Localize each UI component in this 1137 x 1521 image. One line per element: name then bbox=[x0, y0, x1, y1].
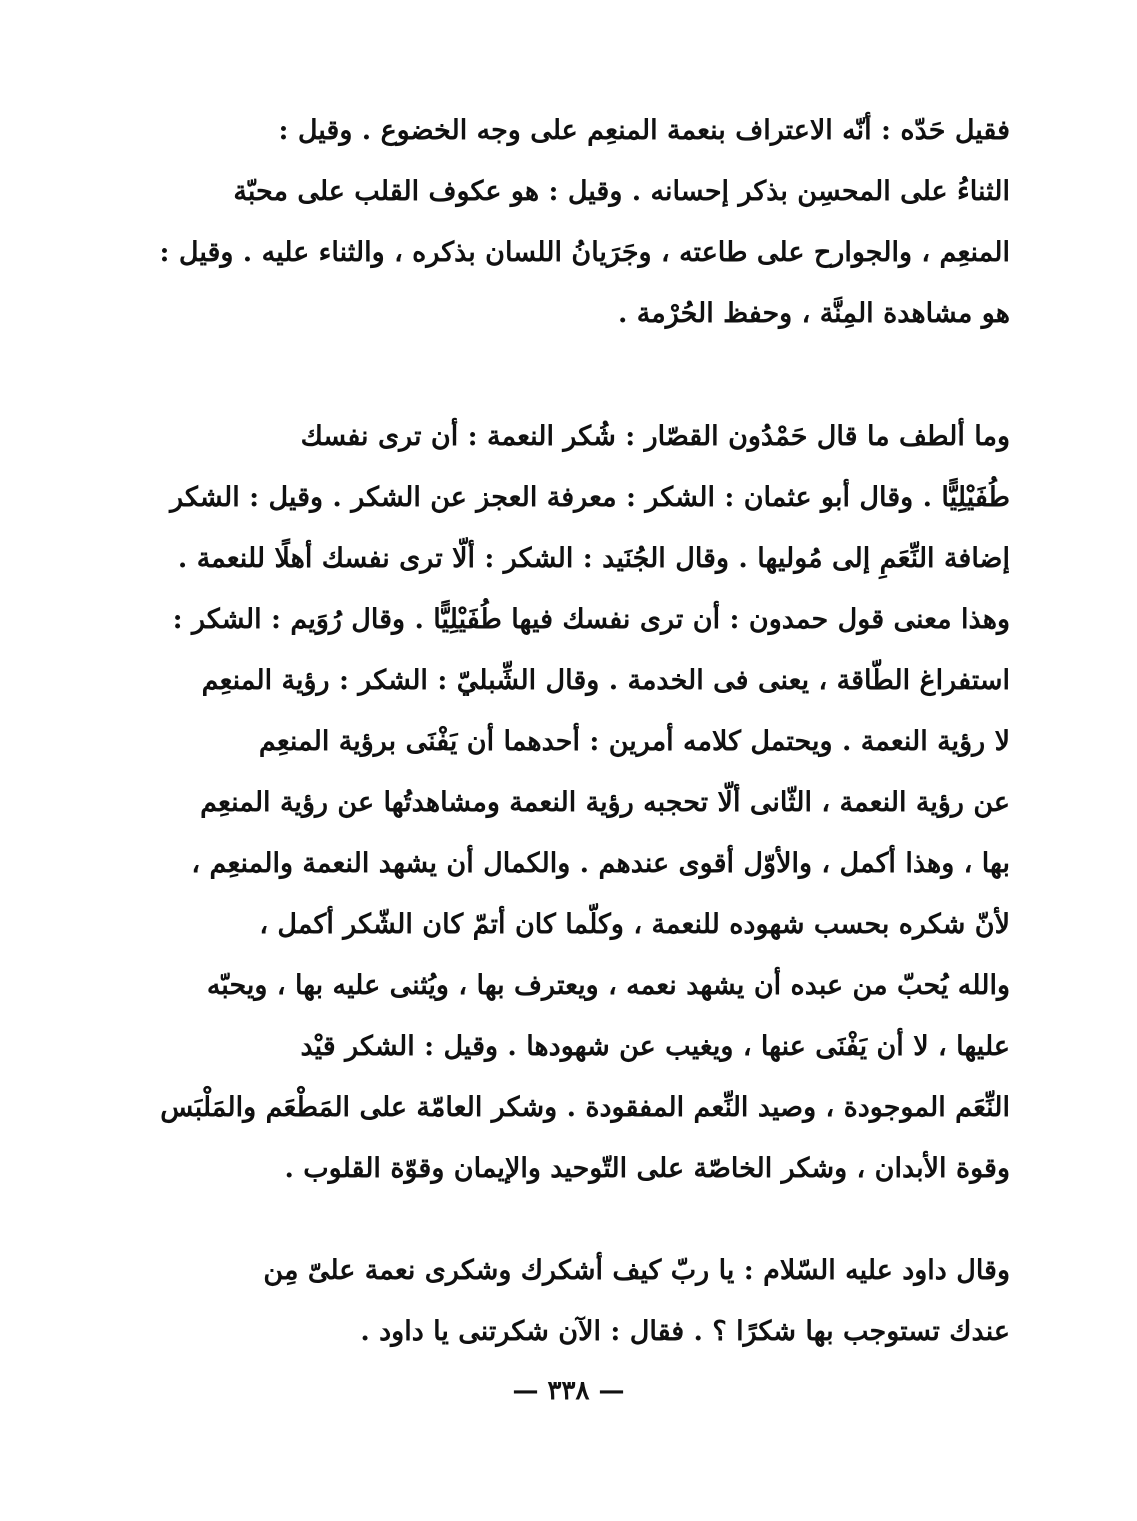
page-number: — ٣٣٨ — bbox=[512, 1376, 625, 1406]
paragraph-text: وقال داود عليه السّلام : يا ربّ كيف أشكرك وشكرى نعمة علىّ مِن عندك تستوجب بها شكرًا ؟ . فقال : الآن شكرتنى يا داود . bbox=[263, 1255, 1010, 1347]
paragraph-dawud-saying bbox=[150, 1240, 1010, 1362]
paragraph-text: وما ألطف ما قال حَمْدُون القصّار : شُكر النعمة : أن ترى نفسك طُفَيْلِيًّا . وقال أبو عثمان : الشكر : معرفة العجز عن الشكر . وقيل : الشكر إضافة النِّعَمِ إلى مُوليها . وقال الجُنَيد : الشكر : ألّا ترى نفسك أهلًا للنعمة . وهذا معنى قول حمدون : أن ترى نفسك فيها طُفَيْلِيًّا . وقال رُوَيم : الشكر : استفراغ الطّاقة ، يعنى فى الخدمة . وقال الشِّبليّ : الشكر : رؤية المنعِم لا رؤية النعمة . ويحتمل كلامه أمرين : أحدهما أن يَفْنَى برؤية المنعِم عن رؤية النعمة ، الثّانى ألّا تحجبه رؤية النعمة ومشاهدتُها عن رؤية المنعِم بها ، وهذا أكمل ، والأوّل أقوى عندهم . والكمال أن يشهد النعمة والمنعِم ، لأنّ شكره بحسب شهوده للنعمة ، وكلّما كان أتمّ كان الشّكر أكمل ، والله يُحبّ من عبده أن يشهد نعمه ، ويعترف بها ، ويُثنى عليه بها ، ويحبّه عليها ، لا أن يَفْنَى عنها ، ويغيب عن شهودها . وقيل : الشكر قيْد النِّعَم الموجودة ، وصيد النِّعم المفقودة . وشكر العامّة على المَطْعَم والمَلْبَس وقوة الأبدان ، وشكر الخاصّة على التّوحيد والإيمان وقوّة القلوب . bbox=[160, 421, 1010, 1184]
paragraph-sayings-on-gratitude bbox=[150, 406, 1010, 1199]
paragraph-text: فقيل حَدّه : أنّه الاعتراف بنعمة المنعِم على وجه الخضوع . وقيل : الثناءُ على المحسِن بذكر إحسانه . وقيل : هو عكوف القلب على محبّة المنعِم ، والجوارح على طاعته ، وجَرَيانُ اللسان بذكره ، والثناء عليه . وقيل : هو مشاهدة المِنَّة ، وحفظ الحُرْمة . bbox=[159, 115, 1010, 329]
paragraph-definition-of-gratitude bbox=[150, 100, 1010, 344]
